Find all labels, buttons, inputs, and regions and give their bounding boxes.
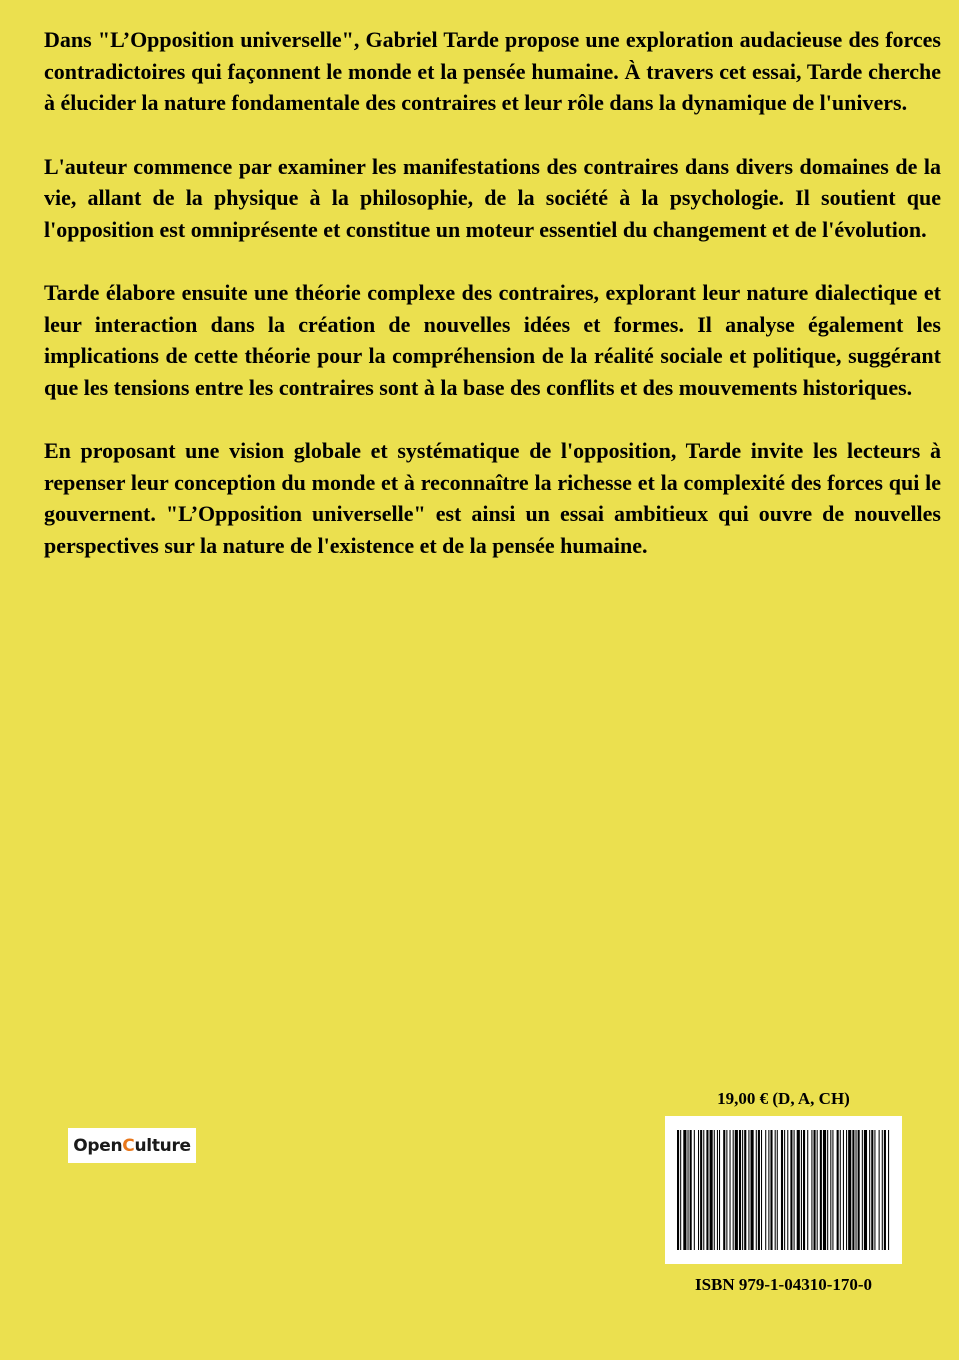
description-paragraph-3: Tarde élabore ensuite une théorie complexe des contraires, explorant leur nature dialectique et leur interaction dans la création de nouvelles idées et formes. Il analyse également les implications de cette théorie pour la compréhension de la réalité sociale et politique, suggérant que les tensions entre les contraires sont à la base des conflits et des mouvements historiques. xyxy=(44,280,941,400)
description-paragraph-1: Dans "L’Opposition universelle", Gabriel Tarde propose une exploration audacieuse des forces contradictoires qui façonnent le monde et la pensée humaine. À travers cet essai, Tarde cherche à élucider la nature fondamentale des contraires et leur rôle dans la dynamique de l'univers. xyxy=(44,27,941,115)
price-label: 19,00 € (D, A, CH) xyxy=(717,1089,850,1108)
isbn-label: ISBN 979-1-04310-170-0 xyxy=(694,1275,873,1294)
publisher-logo-text: OpenCulture xyxy=(73,1135,191,1156)
description-paragraph-4: En proposant une vision globale et systématique de l'opposition, Tarde invite les lecteurs à repenser leur conception du monde et à reconnaître la richesse et la complexité des forces qui le gouvernent. "L’Opposition universelle" est ainsi un essai ambitieux qui ouvre de nouvelles perspectives sur la nature de l'existence et de la pensée humaine. xyxy=(44,438,941,558)
barcode xyxy=(665,1116,902,1264)
description-paragraph-2: L'auteur commence par examiner les manifestations des contraires dans divers domaines de la vie, allant de la physique à la philosophie, de la société à la psychologie. Il soutient que l'opposition est omniprésente et constitue un moteur essentiel du changement et de l'évolution. xyxy=(44,153,941,242)
publisher-logo xyxy=(68,1128,196,1163)
back-cover-description xyxy=(44,24,941,593)
barcode-bars xyxy=(677,1130,890,1250)
